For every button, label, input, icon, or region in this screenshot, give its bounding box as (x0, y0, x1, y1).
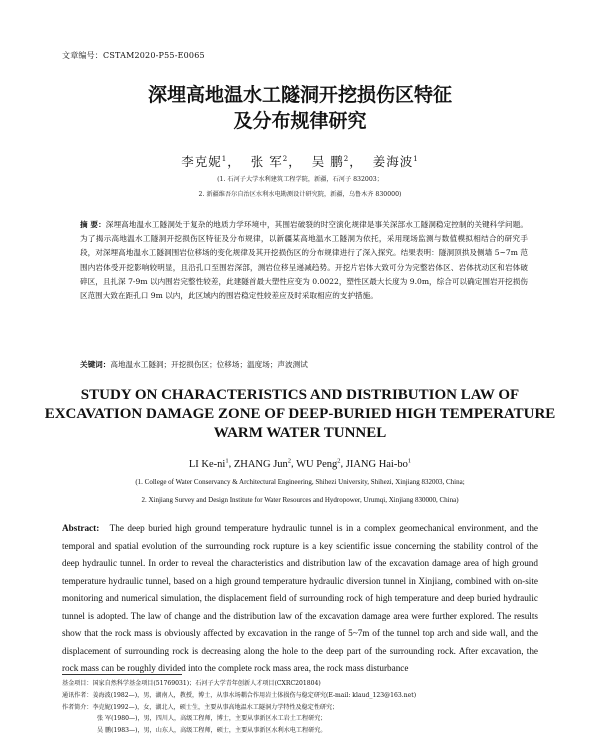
english-author: WU Peng$^2$ (296, 457, 341, 470)
footnote-funding: 基金项目：国家自然科学基金项目(51769031)；石河子大学青年创新人才项目(CXRC201804) (62, 680, 321, 687)
footnotes (62, 678, 538, 737)
chinese-title-line-1: 深埋高地温水工隧洞开挖损伤区特征 (147, 84, 452, 106)
chinese-author: 吴 鹏$^2$， (311, 154, 363, 169)
footnote-divider (62, 674, 182, 675)
chinese-title-line-2: 及分布规律研究 (233, 110, 367, 132)
english-abstract-label: Abstract: (62, 523, 100, 533)
chinese-author: 张 军$^2$， (250, 154, 302, 169)
english-affiliation-1: (1. College of Water Conservancy & Architectural Engineering, Shihezi University, Shihezi, Xinjiang 832003, China; (135, 478, 465, 486)
english-abstract-text: The deep buried high ground temperature hydraulic tunnel is in a complex geomechanical environment, and the temporal and spatial evolution of the surrounding rock rupture is a key scientific issue concerning the stability control of the deep hydraulic tunnel. In order to reveal the characteristics and distribution law of the excavation damage area of high ground temperature hydraulic tunnel, based on a high ground temperature hydraulic diversion tunnel in Xinjiang, combined with on-site monitoring and numerical simulation, the displacement field of surrounding rock of high temperature and deep buried hydraulic tunnel is adopted. The law of change and the distribution law of the excavation damage area were further explored. The results show that the rock mass is obviously affected by excavation in the range of 5~7m of the tunnel top arch and side wall, and the displacement of surrounding rock is decreasing along the hole to the deep part of the surrounding rock. After excavation, the rock mass can be roughly divided into the complete rock mass area, the rock mass disturbance (62, 523, 539, 673)
chinese-keywords-text: 高地温水工隧洞；开挖损伤区；位移场；温度场；声波测试 (110, 360, 308, 369)
chinese-affiliation-1: (1. 石河子大学水利建筑工程学院，新疆，石河子 832003； (217, 176, 383, 183)
footnote-author-bio: 作者简介：李克妮(1992—)，女，湖北人，硕士生，主要从事高地温水工隧洞力学特性及稳定性研究； (62, 703, 339, 711)
english-title-line-1: STUDY ON CHARACTERISTICS AND DISTRIBUTION LAW OF (80, 387, 520, 403)
chinese-abstract-label: 摘 要： (80, 220, 106, 229)
footnote-author-bio: 吴 鹏(1983—)，男，山东人，高级工程师，硕士，主要从事新区水利水电工程研究。 (97, 727, 327, 735)
chinese-author: 李克妮$^1$， (181, 154, 241, 169)
english-affiliation-2: 2. Xinjiang Survey and Design Institute for Water Resources and Hydropower, Urumqi, Xinjiang 830000, China) (141, 496, 459, 504)
chinese-keywords (80, 359, 528, 370)
chinese-keywords-label: 关键词： (80, 360, 111, 369)
chinese-author-list (0, 152, 600, 170)
chinese-abstract-text: 深埋高地温水工隧洞处于复杂的地质力学环境中，其围岩破裂的时空演化规律是事关深部水工隧洞稳定控制的关键科学问题。为了揭示高地温水工隧洞开挖损伤区特征及分布规律，以新疆某高地温水工隧洞为依托，采用现场监测与数值模拟相结合的研究手段，对深埋高地温水工隧洞围岩位移场的变化规律及其开挖损伤区的分布规律进行了深入探究。结果表明：隧洞顶拱及侧墙 5~7m 范围内岩体受开挖影响较明显，且沿孔口至围岩深部，测岩位移呈递减趋势。开挖片岩体大致可分为完整岩体区、岩体扰动区和岩体破碎区，且扎深 7-9m 以内围岩完整性较差，此建隧首最大塑性应变为 0.0022，塑性区最大长度为 9.0m，综合可以确定围岩开挖损伤区范围大致在距孔口 9m 以内，此区域内的围岩稳定性较差应及时采取相应的支护措施。 (80, 220, 528, 301)
english-title-line-2: EXCAVATION DAMAGE ZONE OF DEEP-BURIED HIGH TEMPERATURE (44, 406, 556, 422)
chinese-affiliation-2: 2. 新疆维吾尔自治区水利水电勘测设计研究院，新疆，乌鲁木齐 830000) (198, 191, 402, 198)
footnote-author-bio: 张 军(1980—)，男，四川人，高级工程师，博士，主要从事新区水工岩土工程研究； (97, 715, 327, 723)
article-code: 文章编号：CSTAM2020-P55-E0065 (62, 51, 205, 60)
chinese-author: 姜海波$^1$ (372, 154, 419, 169)
chinese-abstract (80, 218, 528, 303)
english-author-list: LI $Ke-ni^1$, ZHANG Jun$^2$, WU Peng$^2$, JIANG Hai-$bo^1$ (188, 457, 412, 470)
english-author: JIANG Hai-$bo^1$ (345, 457, 412, 470)
english-abstract (62, 520, 538, 678)
english-author: ZHANG Jun$^2$ (233, 457, 292, 470)
footnote-corresponding-author: 通讯作者：姜海波(1982—)，男，湖南人，教授，博士，从事水场耦合作用岩土体损伤与稳定研究(E-mail: klaud_123@163.net) (62, 691, 417, 699)
english-author: LI $Ke-ni^1$ (188, 457, 229, 470)
english-title-line-3: WARM WATER TUNNEL (213, 425, 387, 441)
